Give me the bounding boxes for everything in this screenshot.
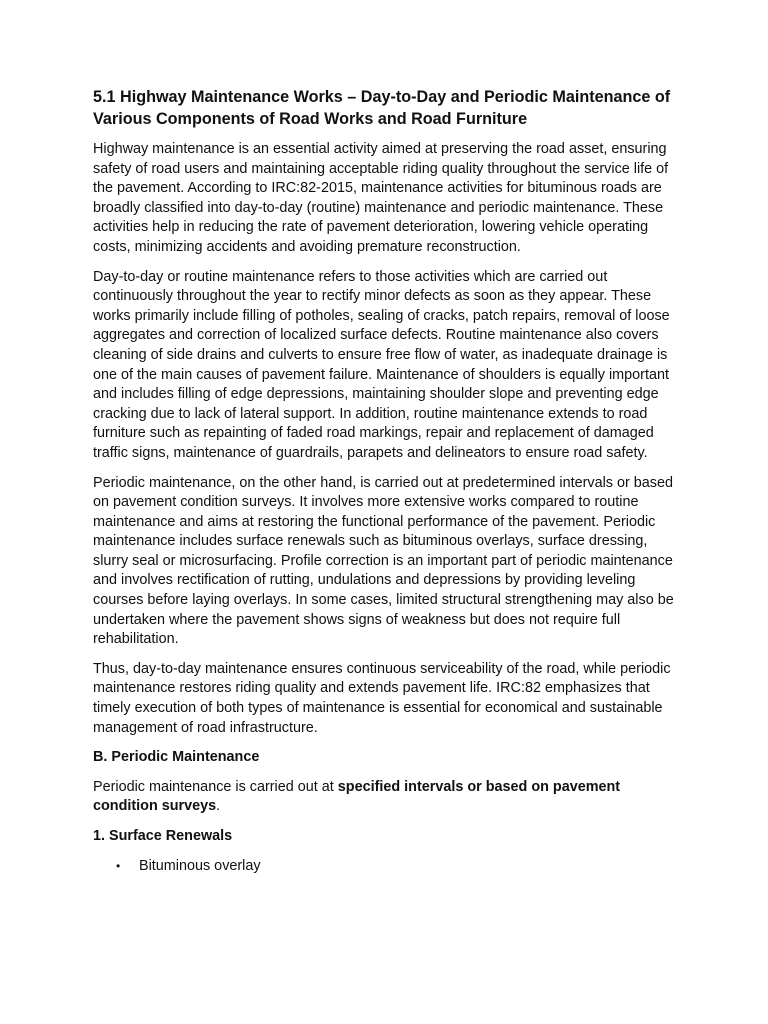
- bullet-icon: •: [116, 858, 121, 873]
- section-title: 5.1 Highway Maintenance Works – Day-to-Day and Periodic Maintenance of Various Components of Road Works and Road Furniture: [93, 88, 671, 128]
- paragraph-conclusion: Thus, day-to-day maintenance ensures continuous serviceability of the road, while periodic maintenance restores riding quality and extends pavement life. IRC:82 emphasizes that timely execution of both types of maintenance is essential for economical and sustainable management of road infrastructure.: [93, 660, 671, 736]
- periodic-maintenance-intro: [93, 778, 683, 817]
- surface-renewals-list: [93, 857, 683, 877]
- paragraph-routine-maintenance: Day-to-day or routine maintenance refers to those activities which are carried out continuously throughout the year to rectify minor defects as soon as they appear. These works primarily include filling of potholes, sealing of cracks, patch repairs, removal of loose aggregates and correction of localized surface defects. Routine maintenance also covers cleaning of side drains and culverts to ensure free flow of water, as inadequate drainage is one of the main causes of pavement failure. Maintenance of shoulders is equally important and includes filling of edge depressions, maintaining shoulder slope and preventing edge cracking due to lack of lateral support. In addition, routine maintenance extends to road furniture such as repainting of faded road markings, repair and replacement of damaged traffic signs, maintenance of guardrails, parapets and delineators to ensure road safety.: [93, 268, 670, 461]
- surface-renewals-heading: 1. Surface Renewals: [93, 828, 233, 844]
- paragraph-intro: Highway maintenance is an essential activity aimed at preserving the road asset, ensuring safety of road users and maintaining acceptable riding quality throughout the service life of the pavement. According to IRC:82-2015, maintenance activities for bituminous roads are broadly classified into day-to-day (routine) maintenance and periodic maintenance. These activities help in reducing the rate of pavement deterioration, lowering vehicle operating costs, minimizing accidents and avoiding premature reconstruction.: [93, 141, 669, 255]
- list-item-text: Bituminous overlay: [139, 857, 261, 874]
- intro-prefix: Periodic maintenance is carried out at: [93, 778, 338, 795]
- periodic-maintenance-heading: B. Periodic Maintenance: [93, 749, 260, 766]
- intro-emphasis: specified intervals or based on pavement condition surveys: [93, 778, 621, 815]
- document-page: [93, 86, 683, 876]
- intro-suffix: .: [216, 798, 221, 815]
- paragraph-periodic-maintenance: Periodic maintenance, on the other hand, is carried out at predetermined intervals or based on pavement condition surveys. It involves more extensive works compared to routine maintenance and aims at restoring the functional performance of the pavement. Periodic maintenance includes surface renewals such as bituminous overlays, surface dressing, slurry seal or microsurfacing. Profile correction is an important part of periodic maintenance and involves rectification of rutting, undulations and depressions by providing leveling courses before laying overlays. In some cases, limited structural strengthening may also be undertaken where the pavement shows signs of weakness but does not require full rehabilitation.: [93, 474, 674, 648]
- list-item: [93, 857, 683, 877]
